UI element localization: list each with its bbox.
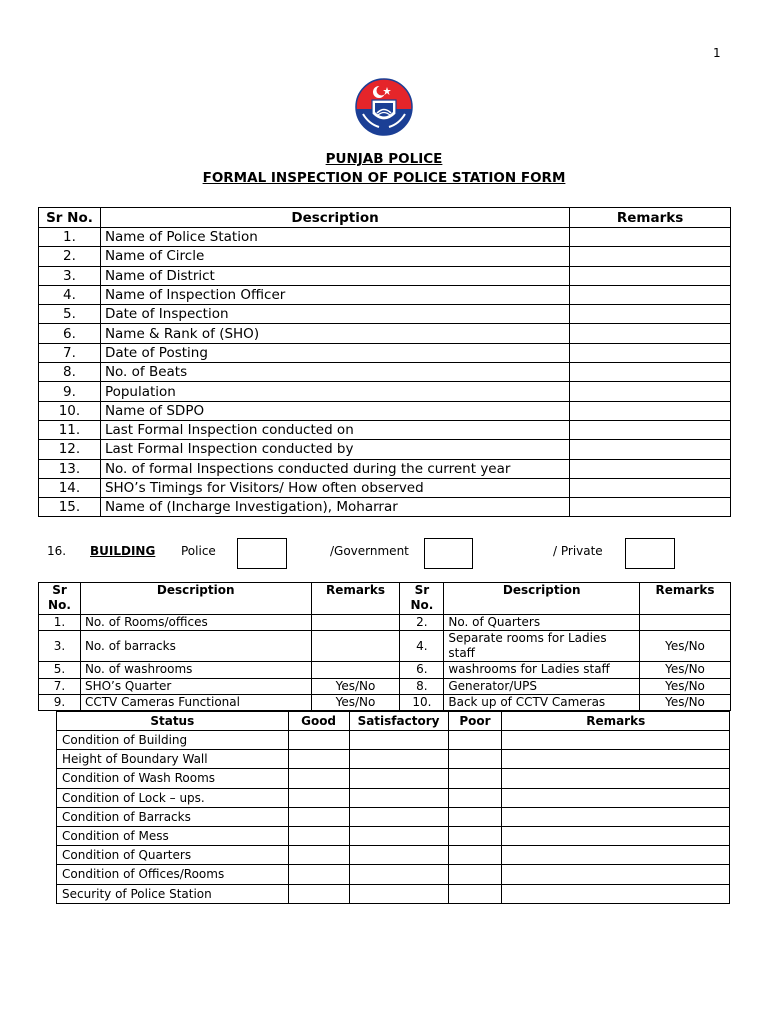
remarks-cell[interactable] [502,826,730,845]
column-header: Sr No. [39,208,101,228]
table-row [57,884,730,903]
table-row [57,788,730,807]
remarks-cell[interactable] [640,615,731,631]
column-header: Status [57,712,289,731]
table-row [39,662,731,678]
good-cell[interactable] [288,788,349,807]
remarks-cell[interactable] [502,788,730,807]
building-label: BUILDING [90,544,156,558]
description-cell: Name of SDPO [100,401,569,420]
satisfactory-cell[interactable] [349,731,448,750]
sr-number-cell: 5. [39,662,81,678]
sr-number-cell: 7. [39,343,101,362]
status-cell: Condition of Wash Rooms [57,769,289,788]
option-government-label: /Government [330,544,409,558]
column-header: Remarks [311,583,400,615]
good-cell[interactable] [288,731,349,750]
remarks-cell[interactable] [570,478,731,497]
column-header: Sr No. [39,583,81,615]
remarks-cell[interactable] [502,731,730,750]
remarks-cell[interactable] [570,324,731,343]
satisfactory-cell[interactable] [349,884,448,903]
satisfactory-cell[interactable] [349,807,448,826]
sr-number-cell: 3. [39,266,101,285]
sr-number-cell: 2. [400,615,444,631]
sr-number-cell: 4. [400,631,444,662]
description-cell: Date of Posting [100,343,569,362]
good-cell[interactable] [288,865,349,884]
column-header: Good [288,712,349,731]
description-cell: CCTV Cameras Functional [80,694,311,710]
remarks-cell[interactable]: Yes/No [311,678,400,694]
description-cell: Name of Circle [100,247,569,266]
poor-cell[interactable] [448,846,502,865]
description-cell: No. of Quarters [444,615,640,631]
form-title: FORMAL INSPECTION OF POLICE STATION FORM [202,170,566,186]
table-row [39,324,731,343]
description-cell: Generator/UPS [444,678,640,694]
table-header-row [57,712,730,731]
government-checkbox[interactable] [424,538,473,569]
poor-cell[interactable] [448,731,502,750]
remarks-cell[interactable] [502,865,730,884]
sr-number-cell: 15. [39,498,101,517]
table-row [57,865,730,884]
organization-title: PUNJAB POLICE [325,151,443,167]
description-cell: Population [100,382,569,401]
poor-cell[interactable] [448,750,502,769]
status-cell: Condition of Building [57,731,289,750]
satisfactory-cell[interactable] [349,865,448,884]
status-cell: Condition of Quarters [57,846,289,865]
table-row [39,401,731,420]
column-header: Satisfactory [349,712,448,731]
sr-number-cell: 9. [39,382,101,401]
sr-number-cell: 4. [39,285,101,304]
description-cell: Last Formal Inspection conducted on [100,420,569,439]
table-header-row [39,208,731,228]
building-details-table [38,582,731,711]
table-row [39,382,731,401]
table-row [39,305,731,324]
sr-number-cell: 13. [39,459,101,478]
table-row [39,498,731,517]
private-checkbox[interactable] [625,538,675,569]
option-private-label: / Private [553,544,603,558]
remarks-cell[interactable]: Yes/No [640,678,731,694]
satisfactory-cell[interactable] [349,846,448,865]
description-cell: Back up of CCTV Cameras [444,694,640,710]
column-header: Description [80,583,311,615]
remarks-cell[interactable] [570,420,731,439]
table-row [39,228,731,247]
description-cell: Name of (Incharge Investigation), Moharrar [100,498,569,517]
remarks-cell[interactable] [570,285,731,304]
table-row [39,615,731,631]
column-header: Description [444,583,640,615]
good-cell[interactable] [288,750,349,769]
status-cell: Height of Boundary Wall [57,750,289,769]
good-cell[interactable] [288,807,349,826]
poor-cell[interactable] [448,826,502,845]
sr-number-cell: 1. [39,615,81,631]
sr-number-cell: 6. [39,324,101,343]
sr-number-cell: 1. [39,228,101,247]
sr-number-cell: 11. [39,420,101,439]
table-row [39,363,731,382]
description-cell: No. of Rooms/offices [80,615,311,631]
condition-status-table [56,711,730,904]
table-row [57,846,730,865]
table-row [39,440,731,459]
table-row [39,247,731,266]
status-cell: Security of Police Station [57,884,289,903]
poor-cell[interactable] [448,884,502,903]
sr-number-cell: 9. [39,694,81,710]
poor-cell[interactable] [448,788,502,807]
table-row [57,769,730,788]
description-cell: Name of Police Station [100,228,569,247]
punjab-police-emblem-icon [355,78,413,136]
remarks-cell[interactable] [502,807,730,826]
sr-number-cell: 2. [39,247,101,266]
building-type-row [0,538,768,570]
description-cell: SHO’s Quarter [80,678,311,694]
remarks-cell[interactable] [570,343,731,362]
sr-number-cell: 8. [400,678,444,694]
table-row [39,285,731,304]
table-row [39,266,731,285]
column-header: Remarks [570,208,731,228]
sr-number-cell: 14. [39,478,101,497]
remarks-cell[interactable] [570,498,731,517]
table-row [39,343,731,362]
description-cell: Name of District [100,266,569,285]
sr-number-cell: 6. [400,662,444,678]
description-cell: Name & Rank of (SHO) [100,324,569,343]
status-cell: Condition of Offices/Rooms [57,865,289,884]
table-row [39,631,731,662]
item-number: 16. [47,544,67,558]
remarks-cell[interactable]: Yes/No [640,631,731,662]
option-police-label: Police [181,544,216,558]
remarks-cell[interactable] [570,266,731,285]
remarks-cell[interactable] [570,401,731,420]
description-cell: No. of Beats [100,363,569,382]
description-cell: Date of Inspection [100,305,569,324]
status-cell: Condition of Lock – ups. [57,788,289,807]
remarks-cell[interactable]: Yes/No [640,662,731,678]
description-cell: SHO’s Timings for Visitors/ How often observed [100,478,569,497]
status-cell: Condition of Mess [57,826,289,845]
table-row [39,694,731,710]
sr-number-cell: 12. [39,440,101,459]
description-cell: washrooms for Ladies staff [444,662,640,678]
remarks-cell[interactable] [311,615,400,631]
satisfactory-cell[interactable] [349,826,448,845]
remarks-cell[interactable] [502,750,730,769]
description-cell: Name of Inspection Officer [100,285,569,304]
satisfactory-cell[interactable] [349,788,448,807]
description-cell: No. of formal Inspections conducted during the current year [100,459,569,478]
good-cell[interactable] [288,884,349,903]
sr-number-cell: 8. [39,363,101,382]
sr-number-cell: 3. [39,631,81,662]
table-row [39,420,731,439]
column-header: Sr No. [400,583,444,615]
remarks-cell[interactable] [570,305,731,324]
form-header [0,150,768,188]
remarks-cell[interactable] [570,459,731,478]
description-cell: No. of barracks [80,631,311,662]
good-cell[interactable] [288,769,349,788]
remarks-cell[interactable] [502,769,730,788]
column-header: Remarks [502,712,730,731]
page-number: 1 [713,46,721,60]
satisfactory-cell[interactable] [349,769,448,788]
table-row [57,826,730,845]
remarks-cell[interactable] [570,363,731,382]
sr-number-cell: 10. [400,694,444,710]
remarks-cell[interactable]: Yes/No [311,694,400,710]
table-row [57,731,730,750]
sr-number-cell: 10. [39,401,101,420]
table-row [57,807,730,826]
status-cell: Condition of Barracks [57,807,289,826]
table-header-row [39,583,731,615]
remarks-cell[interactable] [311,662,400,678]
satisfactory-cell[interactable] [349,750,448,769]
table-row [57,750,730,769]
table-row [39,678,731,694]
poor-cell[interactable] [448,807,502,826]
description-cell: Separate rooms for Ladies staff [444,631,640,662]
police-checkbox[interactable] [237,538,287,569]
sr-number-cell: 7. [39,678,81,694]
good-cell[interactable] [288,846,349,865]
remarks-cell[interactable] [502,884,730,903]
remarks-cell[interactable]: Yes/No [640,694,731,710]
description-cell: Last Formal Inspection conducted by [100,440,569,459]
column-header: Description [100,208,569,228]
table-row [39,478,731,497]
remarks-cell[interactable] [502,846,730,865]
remarks-cell[interactable] [311,631,400,662]
table-row [39,459,731,478]
remarks-cell[interactable] [570,247,731,266]
poor-cell[interactable] [448,865,502,884]
sr-number-cell: 5. [39,305,101,324]
description-cell: No. of washrooms [80,662,311,678]
column-header: Poor [448,712,502,731]
remarks-cell[interactable] [570,228,731,247]
station-details-table [38,207,731,517]
column-header: Remarks [640,583,731,615]
good-cell[interactable] [288,826,349,845]
poor-cell[interactable] [448,769,502,788]
remarks-cell[interactable] [570,440,731,459]
remarks-cell[interactable] [570,382,731,401]
